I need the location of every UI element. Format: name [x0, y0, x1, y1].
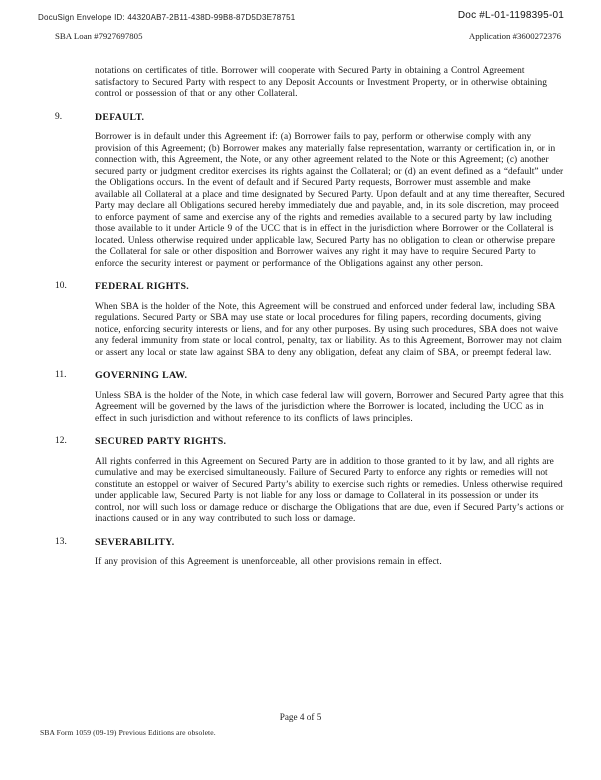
doc-number: Doc #L-01-1198395-01 — [457, 10, 564, 21]
document-body — [55, 66, 566, 569]
section-paragraph: Borrower is in default under this Agreement if: (a) Borrower fails to pay, perform or otherwise comply with any provision of this Agreement; (b) Borrower makes any materially false representation, warranty or certification in, or in connection with, this Agreement, the Note, or any other agreement related to the Note or this Agreement; (c) another secured party or judgment creditor exercises its rights against the Collateral; or (d) an event defined as a “default” under the Obligations occurs. In the event of default and if Secured Party requests, Borrower must assemble and make available all Collateral at a place and time designated by Secured Party. Upon default and at any time thereafter, Secured Party may declare all Obligations secured hereby immediately due and payable, and, in its sole discretion, may proceed to enforce payment of same and exercise any of the rights and remedies available to a secured party by law including those available to it under Article 9 of the UCC that is in effect in the jurisdiction where Borrower or the Collateral is located. Unless otherwise required under applicable law, Secured Party has no obligation to clean or otherwise prepare the Collateral for sale or other disposition and Borrower waives any right it may have to require Secured Party to enforce the security interest or payment or performance of the Obligations against any other person. — [95, 132, 565, 269]
section-severability — [55, 537, 566, 569]
section-heading: GOVERNING LAW. — [95, 370, 188, 381]
section-paragraph: If any provision of this Agreement is unenforceable, all other provisions remain in effect. — [95, 557, 442, 567]
section-number: 9. — [55, 111, 63, 122]
application-number: Application #3600272376 — [468, 31, 561, 41]
section-heading: FEDERAL RIGHTS. — [95, 281, 189, 292]
section-federal-rights — [55, 281, 566, 359]
section-paragraph: Unless SBA is the holder of the Note, in which case federal law will govern, Borrower and Secured Party agree that this Agreement will be governed by the laws of the jurisdiction where the Borrower is located, including the UCC as in effect in such jurisdiction and without reference to its conflicts of laws principles. — [95, 390, 564, 424]
section-number: 10. — [55, 281, 67, 291]
continuation-paragraph: notations on certificates of title. Borrower will cooperate with Secured Party in obtaining a Control Agreement satisfactory to Secured Party with respect to any Deposit Accounts or Investment Property, or in otherwise obtaining control or possession of that or any other Collateral. — [95, 66, 547, 99]
sba-loan-number: SBA Loan #7927697805 — [55, 31, 143, 41]
section-paragraph: All rights conferred in this Agreement on Secured Party are in addition to those granted to it by law, and all rights are cumulative and may be exercised simultaneously. Failure of Secured Party to enforce any rights or remedies will not constitute an estoppel or waiver of Secured Party’s ability to exercise such rights or remedies. Unless otherwise required under applicable law, Secured Party is not liable for any loss or damage to Collateral in its possession or under its control, nor will such loss or damage reduce or discharge the Obligations that are due, even if Secured Party’s actions or inactions caused or in any way contributed to such loss or damage. — [95, 456, 564, 524]
page-number: Page 4 of 5 — [279, 712, 322, 722]
section-default — [55, 112, 566, 271]
section-secured-party-rights — [55, 436, 566, 526]
docusign-envelope-id: DocuSign Envelope ID: 44320AB7-2B11-438D-99B8-87D5D3E78751 — [38, 13, 296, 22]
section-heading: SEVERABILITY. — [95, 536, 175, 548]
section-number: 11. — [55, 370, 67, 380]
section-number: 12. — [55, 436, 67, 446]
section-heading: DEFAULT. — [95, 111, 145, 123]
form-footer-line: SBA Form 1059 (09-19) Previous Editions are obsolete. — [40, 728, 216, 737]
section-heading: SECURED PARTY RIGHTS. — [95, 436, 227, 447]
section-paragraph: When SBA is the holder of the Note, this Agreement will be construed and enforced under federal law, including SBA regulations. Secured Party or SBA may use state or local procedures for filing papers, recording documents, giving notice, enforcing security interests or liens, and for any other purposes. By using such procedures, SBA does not waive any federal immunity from state or local control, penalty, tax or liability. As to this Agreement, Borrower may not claim or assert any local or state law against SBA to deny any obligation, defeat any claim of SBA, or preempt federal law. — [95, 301, 562, 358]
section-number: 13. — [55, 536, 67, 547]
section-governing-law — [55, 370, 566, 425]
